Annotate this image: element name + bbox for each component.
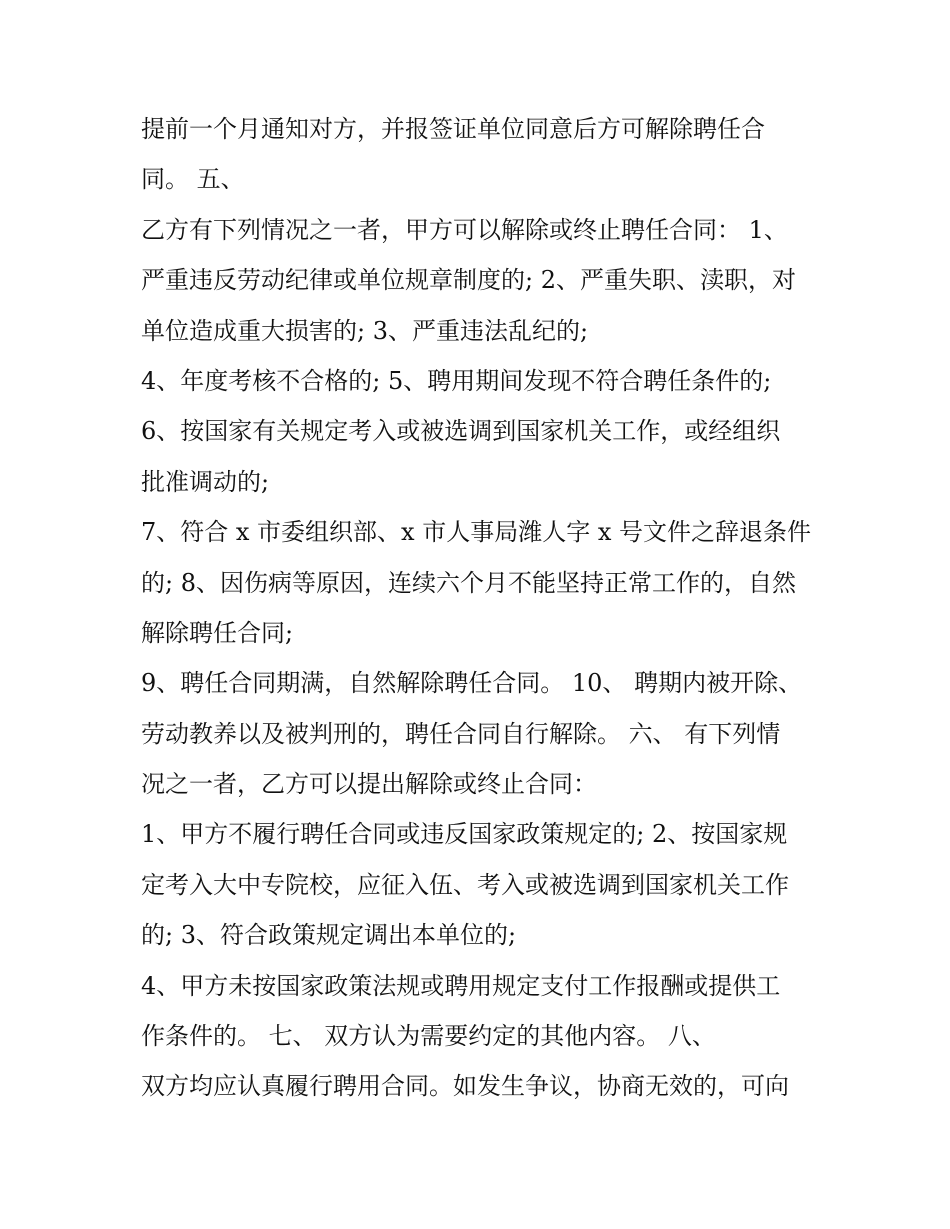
text-line-14: 况之一者，乙方可以提出解除或终止合同： <box>141 770 597 799</box>
text-line-12: 9、聘任合同期满，自然解除聘任合同。 10、 聘期内被开除、 <box>141 669 803 698</box>
text-line-19: 作条件的。 七、 双方认为需要约定的其他内容。 八、 <box>141 1022 716 1051</box>
text-line-18: 4、甲方未按国家政策法规或聘用规定支付工作报酬或提供工 <box>141 971 781 1000</box>
document-body <box>141 109 821 1117</box>
text-line-6: 4、年度考核不合格的; 5、聘用期间发现不符合聘任条件的; <box>141 366 772 395</box>
text-line-3: 乙方有下列情况之一者，甲方可以解除或终止聘任合同： 1、 <box>141 215 788 244</box>
text-line-4: 严重违反劳动纪律或单位规章制度的; 2、严重失职、渎职，对 <box>141 266 796 295</box>
text-line-8: 批准调动的; <box>141 467 270 496</box>
text-line-2: 同。 五、 <box>141 165 245 194</box>
text-line-13: 劳动教养以及被判刑的，聘任合同自行解除。 六、 有下列情 <box>141 719 781 748</box>
text-line-16: 定考入大中专院校，应征入伍、考入或被选调到国家机关工作 <box>141 870 789 899</box>
text-line-11: 解除聘任合同; <box>141 618 294 647</box>
text-line-7: 6、按国家有关规定考入或被选调到国家机关工作，或经组织 <box>141 417 781 446</box>
text-line-17: 的; 3、符合政策规定调出本单位的; <box>141 921 517 950</box>
text-line-9: 7、符合 x 市委组织部、x 市人事局潍人字 x 号文件之辞退条件 <box>141 518 812 547</box>
text-line-10: 的; 8、因伤病等原因，连续六个月不能坚持正常工作的，自然 <box>141 568 796 597</box>
text-line-20: 双方均应认真履行聘用合同。如发生争议，协商无效的，可向 <box>141 1072 789 1101</box>
text-line-1: 提前一个月通知对方，并报签证单位同意后方可解除聘任合 <box>141 115 765 143</box>
text-line-15: 1、甲方不履行聘任合同或违反国家政策规定的; 2、按国家规 <box>141 820 788 849</box>
text-line-5: 单位造成重大损害的; 3、严重违法乱纪的; <box>141 316 589 345</box>
